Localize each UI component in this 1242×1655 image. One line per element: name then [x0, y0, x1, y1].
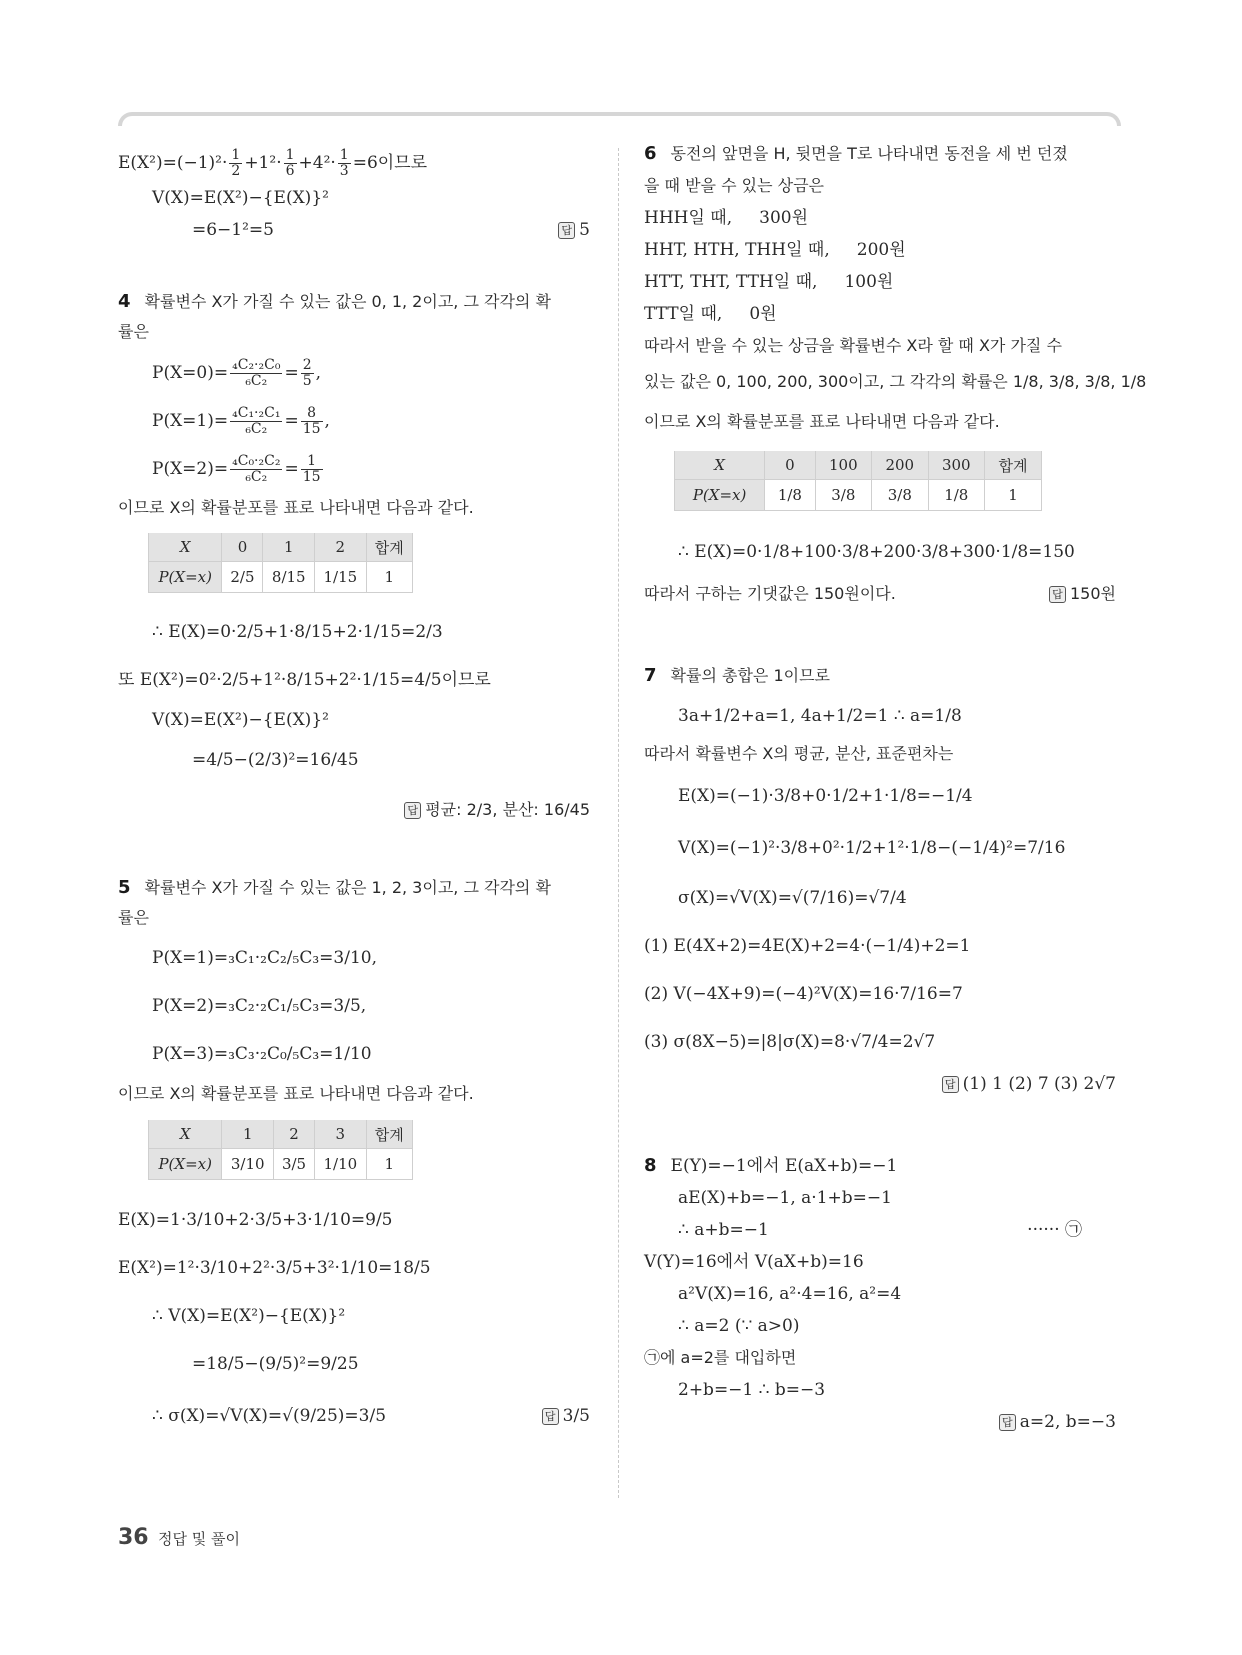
- p5-table-intro: 이므로 X의 확률분포를 표로 나타내면 다음과 같다.: [118, 1084, 474, 1103]
- table-cell: X: [675, 451, 765, 480]
- p6-distribution-table: [674, 451, 1042, 511]
- footer-title: 정답 및 풀이: [158, 1530, 241, 1548]
- p6-case3: HTT, THT, TTH일 때, 100원: [644, 272, 894, 292]
- table-cell: 1: [366, 562, 412, 593]
- table-cell: 1/8: [928, 480, 984, 511]
- table-cell: 8/15: [263, 562, 315, 593]
- answer-mark-icon: 답: [1049, 586, 1066, 603]
- table-cell: P(X=x): [149, 562, 222, 593]
- answer-mark-icon: 답: [558, 222, 575, 239]
- p6-case4: TTT일 때, 0원: [644, 304, 777, 324]
- p6-case1: HHH일 때, 300원: [644, 208, 809, 228]
- p7-part3: (3) σ(8X−5)=|8|σ(X)=8·√7/4=2√7: [644, 1032, 936, 1052]
- p8-marker: ······ ㉠: [1027, 1220, 1082, 1240]
- eq-var: V(X)=E(X²)−{E(X)}²: [152, 188, 329, 208]
- table-cell: 0: [222, 533, 263, 562]
- problem-8-l1: 8 E(Y)=−1에서 E(aX+b)=−1: [644, 1155, 898, 1176]
- table-cell: 0: [765, 451, 815, 480]
- p5-distribution-table: [148, 1120, 413, 1180]
- p8-l7: ㉠에 a=2를 대입하면: [644, 1348, 797, 1367]
- p8-l6: ∴ a=2 (∵ a>0): [678, 1316, 800, 1336]
- table-cell: 합계: [366, 1120, 412, 1149]
- table-cell: 2: [315, 533, 367, 562]
- table-cell: 합계: [366, 533, 412, 562]
- top-decorative-bar: [118, 112, 1121, 126]
- page-number: 36: [118, 1525, 149, 1550]
- p8-l5: a²V(X)=16, a²·4=16, a²=4: [678, 1284, 902, 1304]
- p4-var1: V(X)=E(X²)−{E(X)}²: [152, 710, 329, 730]
- p4-var2: =4/5−(2/3)²=16/45: [192, 750, 359, 770]
- table-cell: 합계: [985, 451, 1042, 480]
- p5-eq1: P(X=1)=₃C₁·₂C₂/₅C₃=3/10,: [152, 948, 377, 968]
- table-cell: 2/5: [222, 562, 263, 593]
- table-cell: 3/8: [815, 480, 871, 511]
- table-cell: 300: [928, 451, 984, 480]
- p7-part2: (2) V(−4X+9)=(−4)²V(X)=16·7/16=7: [644, 984, 963, 1004]
- p5-eq3: P(X=3)=₃C₃·₂C₀/₅C₃=1/10: [152, 1044, 372, 1064]
- table-cell: 1/15: [315, 562, 367, 593]
- column-divider: [618, 148, 619, 1498]
- table-cell: 3/8: [872, 480, 928, 511]
- answer-7: 답 (1) 1 (2) 7 (3) 2√7: [942, 1072, 1116, 1096]
- p6-text4: 있는 값은 0, 100, 200, 300이고, 그 각각의 확률은 1/8, 3/8, 3/8, 1/8: [644, 372, 1147, 391]
- p7-eq1: 3a+1/2+a=1, 4a+1/2=1 ∴ a=1/8: [678, 706, 962, 726]
- p8-l8: 2+b=−1 ∴ b=−3: [678, 1380, 826, 1400]
- table-cell: 1: [985, 480, 1042, 511]
- problem-6-text: 6 동전의 앞면을 H, 뒷면을 T로 나타내면 동전을 세 번 던졌: [644, 143, 1068, 164]
- answer-mark-icon: 답: [542, 1408, 559, 1425]
- table-cell: 1: [366, 1149, 412, 1180]
- p4-eq2: P(X=1)= $\frac{\text{₄C₁·₂C₁}}{\text{₆C₂}}$ = $\frac{8}{15}$ ,: [152, 405, 330, 437]
- p5-var2: =18/5−(9/5)²=9/25: [192, 1354, 359, 1374]
- answer-4: 답 평균: 2/3, 분산: 16/45: [404, 798, 590, 822]
- p7-variance: V(X)=(−1)²·3/8+0²·1/2+1²·1/8−(−1/4)²=7/16: [678, 838, 1066, 858]
- problem-4-text: 4 확률변수 X가 가질 수 있는 값은 0, 1, 2이고, 그 각각의 확: [118, 291, 551, 312]
- table-cell: P(X=x): [675, 480, 765, 511]
- p4-distribution-table: [148, 533, 413, 593]
- table-cell: X: [149, 533, 222, 562]
- problem-4-text2: 률은: [118, 322, 149, 341]
- table-cell: 200: [872, 451, 928, 480]
- p8-l4: V(Y)=16에서 V(aX+b)=16: [644, 1252, 864, 1272]
- p5-var1: ∴ V(X)=E(X²)−{E(X)}²: [152, 1306, 346, 1326]
- table-cell: 1: [263, 533, 315, 562]
- table-cell: 1/8: [765, 480, 815, 511]
- table-cell: 3: [315, 1120, 367, 1149]
- problem-6-text2: 을 때 받을 수 있는 상금은: [644, 176, 824, 195]
- table-cell: P(X=x): [149, 1149, 222, 1180]
- page-footer: [118, 1525, 240, 1550]
- problem-5-text: 5 확률변수 X가 가질 수 있는 값은 1, 2, 3이고, 그 각각의 확: [118, 877, 551, 898]
- p5-sd: ∴ σ(X)=√V(X)=√(9/25)=3/5: [152, 1406, 387, 1426]
- problem-7-text: 7 확률의 총합은 1이므로: [644, 665, 830, 686]
- answer-3: 답 5: [558, 218, 590, 242]
- answer-6: 답 150원: [1049, 582, 1116, 606]
- p6-case2: HHT, HTH, THH일 때, 200원: [644, 240, 906, 260]
- p4-expectation: ∴ E(X)=0·2/5+1·8/15+2·1/15=2/3: [152, 622, 443, 642]
- problem-5-text2: 률은: [118, 908, 149, 927]
- p5-ex2: E(X²)=1²·3/10+2²·3/5+3²·1/10=18/5: [118, 1258, 431, 1278]
- p6-text5: 이므로 X의 확률분포를 표로 나타내면 다음과 같다.: [644, 412, 1000, 431]
- p6-expectation: ∴ E(X)=0·1/8+100·3/8+200·3/8+300·1/8=150: [678, 542, 1075, 562]
- p6-text6: 따라서 구하는 기댓값은 150원이다.: [644, 584, 896, 603]
- p4-eq1: P(X=0)= $\frac{\text{₄C₂·₂C₀}}{\text{₆C₂}}$ = $\frac{2}{5}$ ,: [152, 357, 322, 389]
- p5-expectation: E(X)=1·3/10+2·3/5+3·1/10=9/5: [118, 1210, 393, 1230]
- answer-mark-icon: 답: [942, 1076, 959, 1093]
- p5-eq2: P(X=2)=₃C₂·₂C₁/₅C₃=3/5,: [152, 996, 367, 1016]
- answer-mark-icon: 답: [404, 802, 421, 819]
- p7-text2: 따라서 확률변수 X의 평균, 분산, 표준편차는: [644, 744, 954, 763]
- eq-var-result: =6−1²=5: [192, 220, 274, 240]
- p7-mean: E(X)=(−1)·3/8+0·1/2+1·1/8=−1/4: [678, 786, 973, 806]
- table-cell: 1/10: [315, 1149, 367, 1180]
- p4-table-intro: 이므로 X의 확률분포를 표로 나타내면 다음과 같다.: [118, 498, 474, 517]
- p8-l3: ∴ a+b=−1: [678, 1220, 769, 1240]
- p4-ex2: 또 E(X²)=0²·2/5+1²·8/15+2²·1/15=4/5이므로: [118, 670, 491, 690]
- table-cell: 100: [815, 451, 871, 480]
- p6-text3: 따라서 받을 수 있는 상금을 확률변수 X라 할 때 X가 가질 수: [644, 336, 1062, 355]
- table-cell: 3/5: [274, 1149, 315, 1180]
- eq-ex2: E(X²)=(−1)²· $\frac{1}{2}$ +1²· $\frac{1}{6}$ +4²· $\frac{1}{3}$ =6이므로: [118, 147, 428, 179]
- table-cell: X: [149, 1120, 222, 1149]
- table-cell: 1: [222, 1120, 274, 1149]
- answer-8: 답 a=2, b=−3: [999, 1410, 1116, 1434]
- answer-5: 답 3/5: [542, 1404, 590, 1428]
- table-cell: 3/10: [222, 1149, 274, 1180]
- p8-l2: aE(X)+b=−1, a·1+b=−1: [678, 1188, 892, 1208]
- answer-mark-icon: 답: [999, 1414, 1016, 1431]
- p7-part1: (1) E(4X+2)=4E(X)+2=4·(−1/4)+2=1: [644, 936, 971, 956]
- p4-eq3: P(X=2)= $\frac{\text{₄C₀·₂C₂}}{\text{₆C₂}}$ = $\frac{1}{15}$: [152, 453, 321, 485]
- p7-sd: σ(X)=√V(X)=√(7/16)=√7/4: [678, 888, 907, 908]
- table-cell: 2: [274, 1120, 315, 1149]
